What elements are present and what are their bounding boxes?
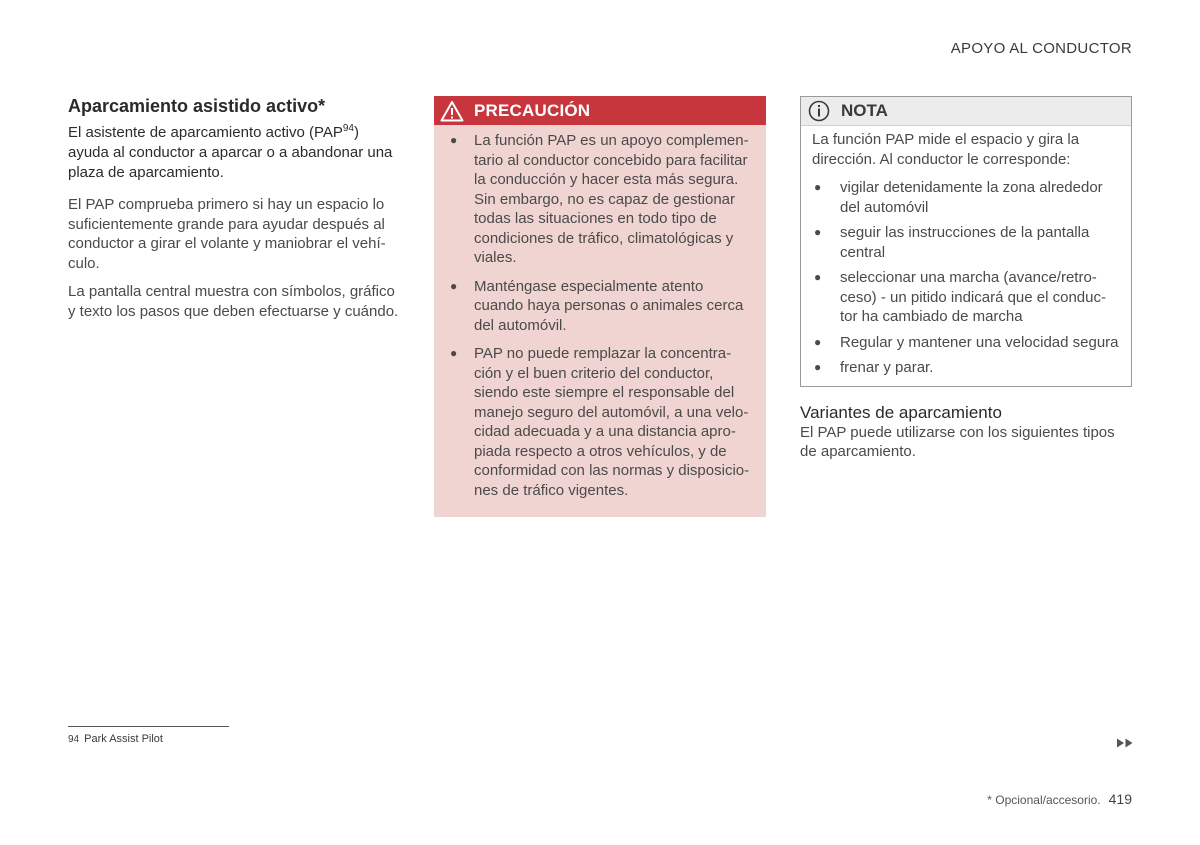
note-body: [801, 126, 1131, 386]
bullet-icon: ●: [814, 225, 822, 239]
list-item: [812, 223, 1121, 262]
page-number: 419: [1108, 791, 1132, 807]
list-item-text: Manténgase especialmente atento cuando haya personas o animales cerca del automóvil.: [474, 277, 744, 334]
footnote-ref[interactable]: 94: [342, 123, 354, 134]
note-label: NOTA: [841, 101, 888, 120]
list-item-text: Regular y mantener una velocidad segura: [840, 333, 1119, 351]
caution-header: [434, 96, 766, 125]
note-intro: La función PAP mide el espacio y gira la dirección. Al conductor le corresponde:: [812, 131, 1080, 168]
caution-list: [434, 125, 766, 500]
page-footer: [987, 791, 1132, 807]
note-header: [801, 97, 1131, 126]
bullet-icon: ●: [450, 133, 458, 147]
bullet-icon: ●: [814, 270, 822, 284]
bullet-icon: ●: [814, 334, 822, 349]
body-paragraph: El PAP comprueba primero si hay un espacio lo suficientemente grande para ayudar después al conductor a girar el volante y maniobrar el vehí-culo.: [68, 196, 386, 272]
lead-text-end: ) ayuda al conductor a aparcar o a abandonar una plaza de aparcamiento.: [68, 124, 393, 181]
variants-text: El PAP puede utilizarse con los siguientes tipos de aparcamiento.: [800, 423, 1115, 460]
lead-paragraph: [68, 123, 400, 183]
list-item-text: La función PAP es un apoyo complemen-tario al conductor concebido para facilitar la conducción y hacer esta más segura. Sin embargo, no es capaz de gestionar todas las situaciones en todo tipo de condiciones de tráfico, climatológicas y viales.: [474, 132, 749, 266]
bullet-icon: ●: [450, 278, 458, 293]
list-item-text: seleccionar una marcha (avance/retro-ceso) - un pitido indicará que el conduc-tor ha cambiado de marcha: [840, 269, 1106, 325]
list-item-text: seguir las instrucciones de la pantalla central: [840, 224, 1090, 261]
caution-label: PRECAUCIÓN: [474, 100, 591, 120]
caution-box: [434, 96, 766, 517]
caution-column: [434, 96, 766, 517]
note-box: [800, 96, 1132, 387]
list-item: [812, 333, 1121, 353]
list-item: [812, 268, 1121, 327]
warning-triangle-icon: [438, 99, 466, 123]
lead-text-start: El asistente de aparcamiento activo (PAP: [68, 124, 343, 141]
list-item-text: vigilar detenidamente la zona alrededor del automóvil: [840, 179, 1103, 216]
footnote-number: 94: [68, 734, 80, 745]
intro-column: [68, 96, 400, 330]
list-item: [448, 277, 752, 336]
list-item: [812, 178, 1121, 217]
info-circle-icon: [807, 99, 831, 123]
bullet-icon: ●: [814, 180, 822, 194]
list-item-text: frenar y parar.: [840, 359, 934, 376]
optional-note: * Opcional/accesorio.: [987, 793, 1101, 807]
bullet-icon: ●: [814, 360, 822, 374]
footnote-text: Park Assist Pilot: [84, 733, 163, 745]
note-column: [800, 96, 1132, 462]
section-header: APOYO AL CONDUCTOR: [950, 40, 1132, 57]
list-item: [448, 131, 752, 268]
list-item-text: PAP no puede remplazar la concentra-ción y el buen criterio del conductor, siendo este siempre el responsable del manejo seguro del automóvil, a una velo-cidad adecuada y a una distancia apro-piada respecto a otros vehículos, y de conformidad con las normas y disposicio-nes de tráfico vigentes.: [474, 345, 750, 499]
double-arrow-right-icon[interactable]: [1116, 735, 1134, 753]
bullet-icon: ●: [450, 346, 458, 360]
variants-heading: Variantes de aparcamiento: [800, 402, 1002, 422]
footnote: [68, 733, 163, 745]
footnote-divider: [68, 726, 229, 727]
note-list: [812, 178, 1121, 378]
body-paragraph: La pantalla central muestra con símbolos, gráfico y texto los pasos que deben efectuarse y cuándo.: [68, 283, 399, 320]
list-item: [812, 358, 1121, 378]
page-title: Aparcamiento asistido activo*: [68, 96, 326, 116]
list-item: [448, 344, 752, 500]
